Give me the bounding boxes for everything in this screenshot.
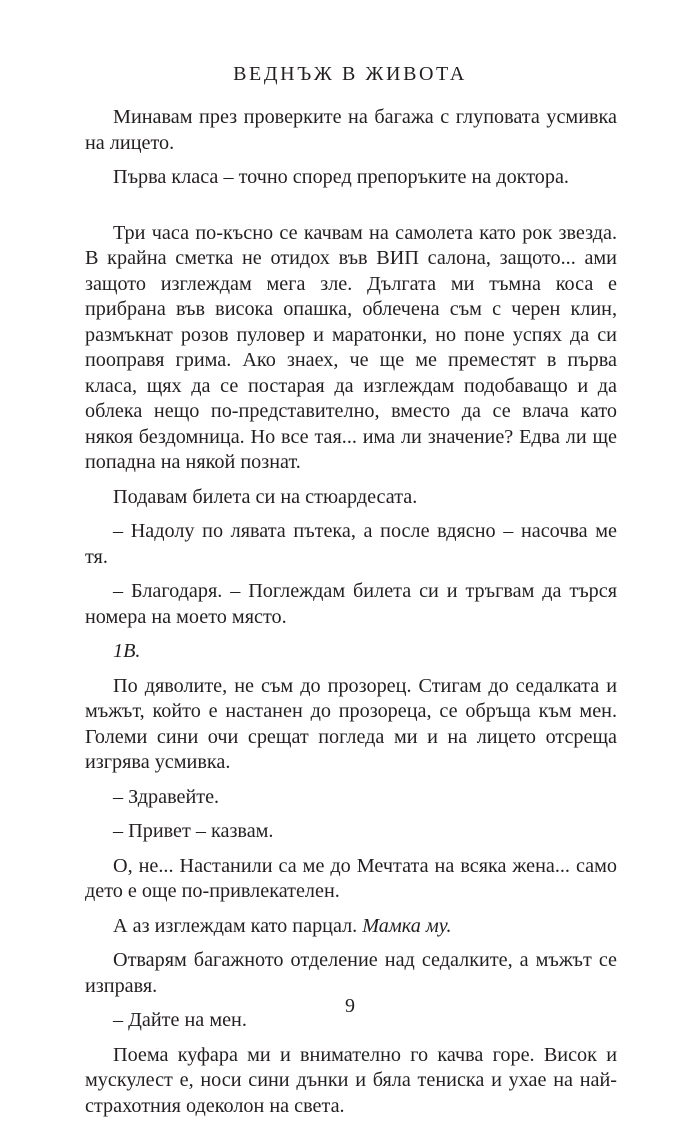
dialogue-line: – Привет – казвам. <box>113 820 274 842</box>
seat-number: 1В. <box>113 640 141 662</box>
paragraph: Три часа по-късно се качвам на самолета като рок звезда. В крайна сметка не отидох във ВИП салона, защото... ами защото изглеждам мега зле. Дългата ми тъмна коса е прибрана във висока опашка, облечена съм с черен клин, размъкнат розов пуловер и маратонки, но поне успях да си пооправя грима. Ако знаех, че ще ме преместят в първа класа, щях да се постарая да изглеждам подобаващо и да облека нещо по-представително, вместо да се влача като някоя бездомница. Но все тая... има ли значение? Едва ли ще попадна на някой познат. <box>85 221 617 473</box>
body-text <box>85 105 617 1128</box>
paragraph <box>85 639 617 665</box>
running-header: ВЕДНЪЖ В ЖИВОТА <box>233 63 467 85</box>
paragraph: Поема куфара ми и внимателно го качва горе. Висок и мускулест е, носи сини дънки и бяла тениска и ухае на най-страхотния одеколон на света. <box>85 1043 617 1117</box>
page-number: 9 <box>345 995 355 1017</box>
dialogue-line: – Благодаря. – Поглеждам билета си и тръгвам да търся номера на моето място. <box>85 580 617 628</box>
paragraph-text: А аз изглеждам като парцал. <box>113 914 363 937</box>
dialogue-line: – Дайте на мен. <box>113 1009 247 1031</box>
paragraph: Отварям багажното отделение над седалките, а мъжът се изправя. <box>85 949 617 997</box>
paragraph-emphasis: Мамка му. <box>362 914 452 937</box>
dialogue-line: – Надолу по лявата пътека, а после вдясно – насочва ме тя. <box>85 520 617 568</box>
paragraph: Подавам билета си на стюардесата. <box>113 485 418 508</box>
paragraph: Първа класа – точно според препоръките на доктора. <box>113 166 569 188</box>
paragraph: О, не... Настанили са ме до Мечтата на всяка жена... само дето е още по-привлекателен. <box>85 854 617 902</box>
paragraph: Минавам през проверките на багажа с глуповата усмивка на лицето. <box>85 106 617 154</box>
dialogue-line: – Здравейте. <box>113 785 220 808</box>
paragraph: По дяволите, не съм до прозорец. Стигам до седалката и мъжът, който е настанен до прозореца, се обръща към мен. Големи сини очи срещат погледа ми и на лицето отсреща изгрява усмивка. <box>85 674 617 773</box>
paragraph <box>85 914 617 940</box>
